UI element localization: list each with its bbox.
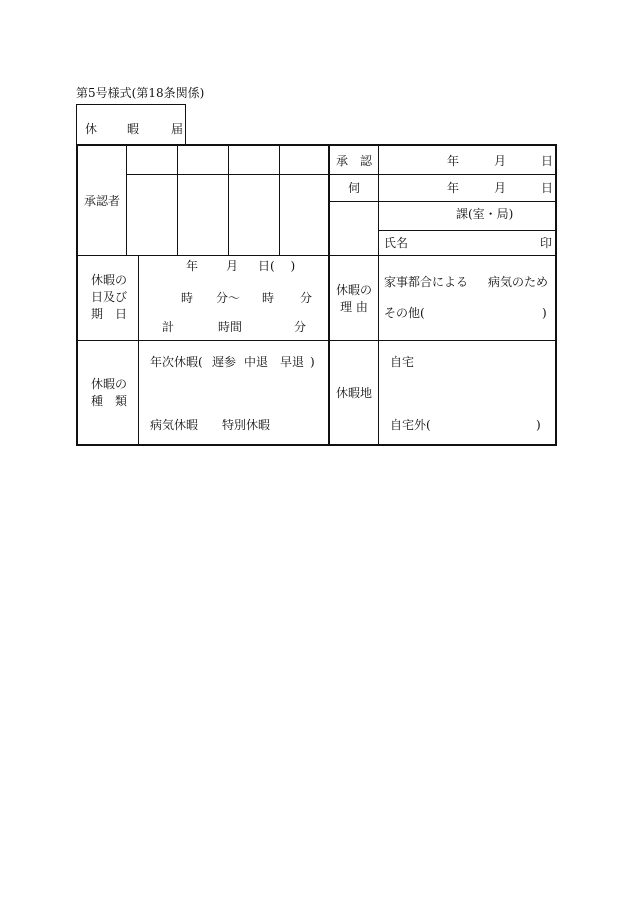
right-label-col-line [378, 146, 379, 446]
title-char-1: 休 [85, 122, 98, 136]
location-home: 自宅 [390, 355, 415, 369]
reason-label-line-2: 理 由 [340, 300, 368, 314]
name-label: 氏名 [384, 236, 409, 250]
seal-label: 印 [540, 236, 553, 250]
type-late: 遅参 [212, 355, 237, 369]
dates-label-line-3: 期 日 [90, 307, 127, 321]
shonin-char-2: 認 [360, 154, 373, 168]
form-caption: 第5号様式(第18条関係) [76, 86, 205, 100]
section-divider-2 [78, 340, 557, 341]
type-annual-close: ) [310, 355, 315, 369]
type-special: 特別休暇 [222, 418, 271, 432]
type-sick: 病気休暇 [150, 418, 199, 432]
approval-month: 月 [494, 154, 507, 168]
dept-label: 課(室・局) [456, 207, 514, 221]
ukagai-month: 月 [494, 181, 507, 195]
approver-col-line-2 [177, 146, 178, 255]
reason-sickness: 病気のため [488, 275, 549, 289]
dates-year: 年 [186, 259, 199, 273]
shonin-char-1: 承 [336, 154, 349, 168]
leave-request-form [76, 144, 557, 446]
approval-day: 日 [541, 154, 554, 168]
dates-start-minute: 分〜 [216, 291, 241, 305]
dept-line [378, 230, 557, 231]
reason-other: その他( [384, 306, 425, 320]
location-label: 休暇地 [335, 386, 372, 400]
center-divider [328, 146, 330, 446]
ukagai-day: 日 [541, 181, 554, 195]
type-label-line-1: 休暇の [90, 377, 127, 391]
dates-end-hour: 時 [262, 291, 275, 305]
dates-label-line-2: 日及び [90, 290, 127, 304]
title-char-2: 暇 [127, 122, 140, 136]
dates-month: 月 [226, 259, 239, 273]
dates-total-hours: 時間 [218, 320, 243, 334]
approver-col-line-3 [228, 146, 229, 255]
type-label-line-2: 種 類 [90, 394, 127, 408]
approver-col-line-1 [126, 146, 127, 255]
location-away-close: ) [536, 418, 541, 432]
form-title-box [76, 104, 186, 144]
dates-day-weekday: 日( ) [258, 259, 296, 273]
title-char-3: 届 [171, 122, 184, 136]
approval-row-line-2 [330, 201, 557, 202]
approval-year: 年 [447, 154, 460, 168]
type-annual: 年次休暇( [150, 355, 203, 369]
dates-total: 計 [162, 320, 175, 334]
ukagai-label: 伺 [348, 181, 361, 195]
label-col-line [138, 255, 139, 446]
reason-label-line-1: 休暇の [335, 283, 372, 297]
type-early: 早退 [280, 355, 305, 369]
dates-end-minute: 分 [300, 291, 313, 305]
reason-other-close: ) [542, 306, 547, 320]
dates-label-line-1: 休暇の [90, 273, 127, 287]
approver-label: 承認者 [84, 194, 121, 208]
dates-start-hour: 時 [181, 291, 194, 305]
approver-grid-row-line [126, 174, 328, 175]
type-early-mid: 中退 [244, 355, 269, 369]
section-divider-1 [78, 255, 557, 256]
reason-household: 家事都合による [384, 275, 469, 289]
dates-total-minutes: 分 [294, 320, 307, 334]
ukagai-year: 年 [447, 181, 460, 195]
location-away: 自宅外( [390, 418, 431, 432]
approver-col-line-4 [279, 146, 280, 255]
approval-row-line-1 [330, 174, 557, 175]
